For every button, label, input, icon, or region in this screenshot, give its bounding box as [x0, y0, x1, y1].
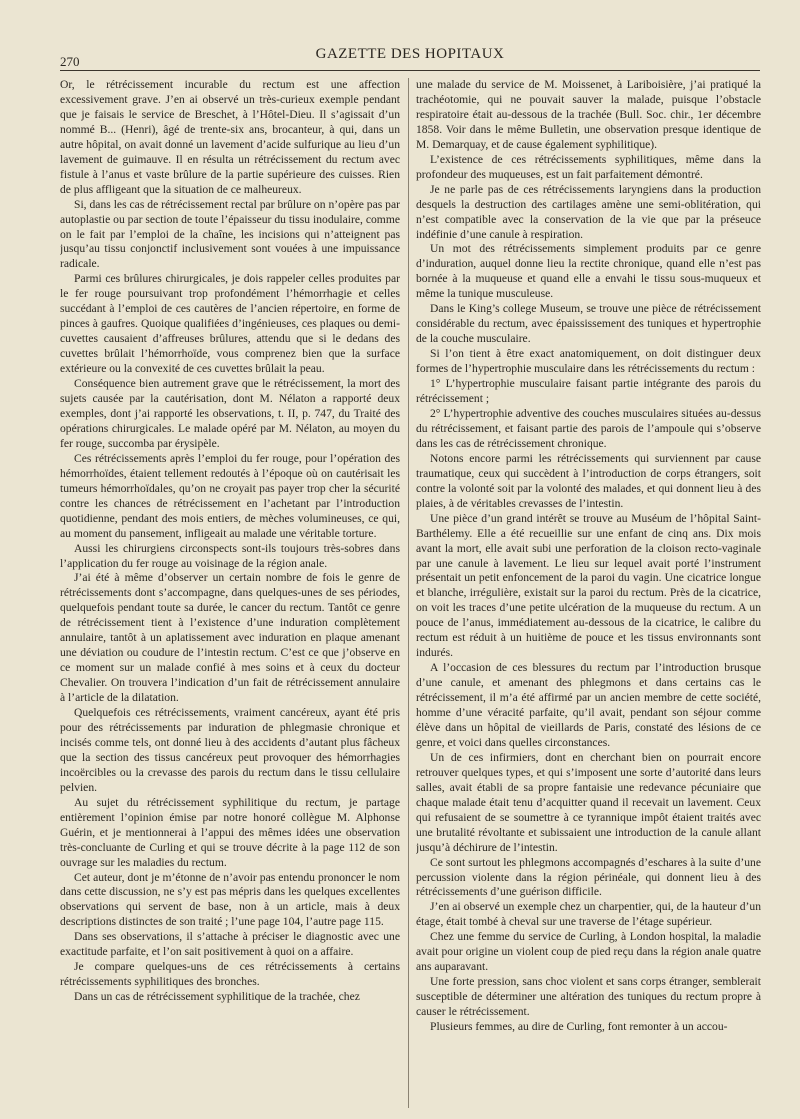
running-title: GAZETTE DES HOPITAUX [315, 46, 505, 62]
page-header [60, 46, 760, 71]
paragraph: Une pièce d’un grand intérêt se trouve au Muséum de l’hôpital Saint-Barthélemy. Elle a été recueillie sur une enfant de cinq ans. Dix mois avant la mort, elle avait subi une perforation de la cloison recto-vaginale par une canule à lavement. Le lieu sur lequel avait porté l’instrument présentait un petit enfoncement de la paroi du vagin. Une cicatrice longue et blanche, irrégulière, existait sur la paroi du rectum. Près de la cicatrice, on voit les traces d’une petite ulcération de la muqueuse du rectum. A un pouce de l’anus, immédiatement au-dessous de la cicatrice, le calibre du rectum est réduit à un huitième de pouce et les tissus environnants sont indurés. [416, 511, 761, 660]
paragraph: 1° L’hypertrophie musculaire faisant partie intégrante des parois du rétrécissement ; [416, 377, 761, 406]
paragraph: Dans un cas de rétrécissement syphilitique de la trachée, chez [74, 990, 360, 1004]
page-number: 270 [60, 54, 80, 69]
paragraph: Si l’on tient à être exact anatomiquement, on doit distinguer deux formes de l’hypertrophie musculaire dans les rétrécissements du rectum : [416, 347, 761, 376]
paragraph: L’existence de ces rétrécissements syphilitiques, même dans la profondeur des muqueuses, est un fait parfaitement démontré. [416, 152, 761, 181]
paragraph: Notons encore parmi les rétrécissements qui surviennent par cause traumatique, ceux qui succèdent à l’introduction de corps étrangers, soit contre la volonté soit par la volonté des malades, et qui donnent lieu à des plaies, à de véritables crevasses de l’intestin. [416, 451, 761, 510]
paragraph: Conséquence bien autrement grave que le rétrécissement, la mort des sujets causée par la cautérisation, dont M. Nélaton a rapporté deux exemples, dont j’ai rapporté les observations, t. II, p. 747, du Traité des opérations chirurgicales. Le malade opéré par M. Nélaton, au moyen du fer rouge, succomba par érysipèle. [60, 377, 400, 450]
paragraph: Plusieurs femmes, au dire de Curling, font remonter à un accou- [430, 1020, 728, 1034]
right-column [416, 78, 761, 1108]
paragraph: Chez une femme du service de Curling, à London hospital, la maladie avait pour origine un violent coup de pied reçu dans la région anale quatre ans auparavant. [416, 930, 761, 974]
paragraph: J’en ai observé un exemple chez un charpentier, qui, de la hauteur d’un étage, était tombé à cheval sur une traverse de l’étage supérieur. [416, 900, 761, 929]
paragraph: Un de ces infirmiers, dont en cherchant bien on pourrait encore retrouver quelques types, et qui s’imposent une sorte d’autorité dans leurs salles, avait établi de sa propre fantaisie une redevance pécuniaire que chaque malade était tenu d’acquitter quand il recevait un lavement. Ceux qui refusaient de se soumettre à ce tyrannique impôt étaient traités avec une brutalité révoltante et subissaient une introduction de la canule allant jusqu’à déchirure de l’intestin. [416, 750, 761, 854]
paragraph: Dans ses observations, il s’attache à préciser le diagnostic avec une exactitude parfaite, et l’on sait positivement à quoi on a affaire. [60, 930, 400, 959]
paragraph: Quelquefois ces rétrécissements, vraiment cancéreux, ayant été pris pour des rétrécissements par induration de phlegmasie chronique et incisés comme tels, ont donné lieu à des accidents d’autant plus fâcheux que la section des tissus cancéreux peut provoquer des hémorrhagies incoërcibles ou la crevasse des parois du rectum dans le tissu cellulaire pelvien. [60, 706, 400, 794]
paragraph: Aussi les chirurgiens circonspects sont-ils toujours très-sobres dans l’application du fer rouge au voisinage de la région anale. [60, 541, 400, 570]
paragraph: Un mot des rétrécissements simplement produits par ce genre d’induration, auquel donne lieu la rectite chronique, quand elle n’est pas bornée à la muqueuse et quand elle a envahi le tissu sous-muqueux et même la tunique musculeuse. [416, 242, 761, 301]
paragraph: Si, dans les cas de rétrécissement rectal par brûlure on n’opère pas par autoplastie ou par section de toute l’épaisseur du tissu inodulaire, comme on le fait par l’emploi de la chaîne, les incisions qui n’atteignent pas jusqu’au tissu conjonctif inclusivement sont vouées à une impuissance radicale. [60, 197, 400, 271]
paragraph: Je ne parle pas de ces rétrécissements laryngiens dans la production desquels la destruction des cartilages amène une semi-oblitération, qui n’est compatible avec la conservation de la vie que par la préseuce indéfinie d’une canule à respiration. [416, 182, 761, 241]
paragraph: Ces rétrécissements après l’emploi du fer rouge, pour l’opération des hémorrhoïdes, étaient tellement redoutés à l’époque où on cautérisait les tumeurs hémorrhoïdales, qu’on ne croyait pas payer trop cher la sécurité contre les chances de rétrécissement en l’achetant par l’introduction quotidienne, pendant des mois entiers, de mèches volumineuses, ce qui, au moment du pansement, infligeait au malade une véritable torture. [60, 451, 400, 540]
paragraph: Parmi ces brûlures chirurgicales, je dois rappeler celles produites par le fer rouge poursuivant trop profondément l’hémorrhagie et celles succédant à l’emploi de ces cautères de l’ancien répertoire, en forme de pinces à gaufres. Quoique qualifiées d’ingénieuses, ces plaques ou demi-cuvettes causaient d’affreuses brûlures, attendu que si le dedans des cuvettes brûlait l’hémorrhoïde, vous comprenez bien que la surface extérieure ou la convexité de ces cuvettes brûlait la peau. [60, 272, 400, 376]
paragraph: Ce sont surtout les phlegmons accompagnés d’eschares à la suite d’une percussion violente dans la région périnéale, qui donnent lieu à des rétrécissements d’une guérison difficile. [416, 855, 761, 899]
paragraph: 2° L’hypertrophie adventive des couches musculaires situées au-dessus du rétrécissement, et faisant partie des parois de l’ampoule qui s’observe dans les cas de rétrécissement chronique. [416, 406, 761, 450]
paragraph: Une forte pression, sans choc violent et sans corps étranger, semblerait susceptible de déterminer une altération des tuniques du rectum propre à causer le rétrécissement. [416, 975, 761, 1019]
paragraph: Cet auteur, dont je m’étonne de n’avoir pas entendu prononcer le nom dans cette discussion, ne s’y est pas mépris dans les quelques excellentes observations qui servent de base, non à un article, mais à deux descriptions distinctes de son traité ; l’une page 104, l’autre page 115. [60, 870, 400, 929]
column-divider [408, 78, 409, 1108]
paragraph: Dans le King’s college Museum, se trouve une pièce de rétrécissement considérable du rectum, avec épaississement des tuniques et hypertrophie de la couche musculaire. [416, 302, 761, 346]
paragraph: J’ai été à même d’observer un certain nombre de fois le genre de rétrécissements dont s’accompagne, dans quelques-unes de ses périodes, quelquefois pendant toute sa durée, le cancer du rectum. Tantôt ce genre de rétrécissement tient à l’existence d’une induration complètement annulaire, tantôt à un aplatissement avec induration en plaque amenant une déviation ou coudure de l’intestin rectum. C’est ce que j’observe en ce moment sur un malade confié à mes soins et à ceux du docteur Chevalier. On trouvera l’indication d’un fait de rétrécissement annulaire à l’article de la dilatation. [60, 571, 400, 705]
paragraph: une malade du service de M. Moissenet, à Lariboisière, j’ai pratiqué la trachéotomie, qui ne pouvait sauver la malade, puisque l’obstacle respiratoire était au-dessous de la trachée (Bull. Soc. chir., 1er décembre 1858. Voir dans le même Bulletin, une observation presque identique de M. Demarquay, et de cause également syphilitique). [416, 78, 761, 151]
left-column [60, 78, 400, 1108]
paragraph: Au sujet du rétrécissement syphilitique du rectum, je partage entièrement l’opinion émise par notre honoré collègue M. Alphonse Guérin, et je mentionnerai à l’appui des mêmes idées une observation très-concluante de Curling et qui se trouve décrite à la page 112 de son ouvrage sur les maladies du rectum. [60, 795, 400, 869]
paragraph: Or, le rétrécissement incurable du rectum est une affection excessivement grave. J’en ai observé un très-curieux exemple pendant que je faisais le service de Breschet, à l’Hôtel-Dieu. Il s’agissait d’un nommé B... (Henri), âgé de trente-six ans, brocanteur, à qui, dans un autre hôpital, on avait donné un lavement d’acide sulfurique au lieu d’un lavement de guimauve. Il en résulta un rétrécissement du rectum avec fistule à l’anus et vaste brûlure de la partie supérieure des cuisses. Rien de plus affligeant que la situation de ce malheureux. [60, 78, 400, 196]
paragraph: A l’occasion de ces blessures du rectum par l’introduction brusque d’une canule, et amenant des phlegmons et dans certains cas le rétrécissement, il m’a été affirmé par un ancien membre de cette société, homme d’une véracité parfaite, qu’il avait, pendant son séjour comme élève dans un hôpital de vieillards de Paris, constaté des lésions de ce genre, et voici dans quelles circonstances. [416, 661, 761, 749]
paragraph: Je compare quelques-uns de ces rétrécissements à certains rétrécissements syphilitiques des bronches. [60, 960, 400, 989]
